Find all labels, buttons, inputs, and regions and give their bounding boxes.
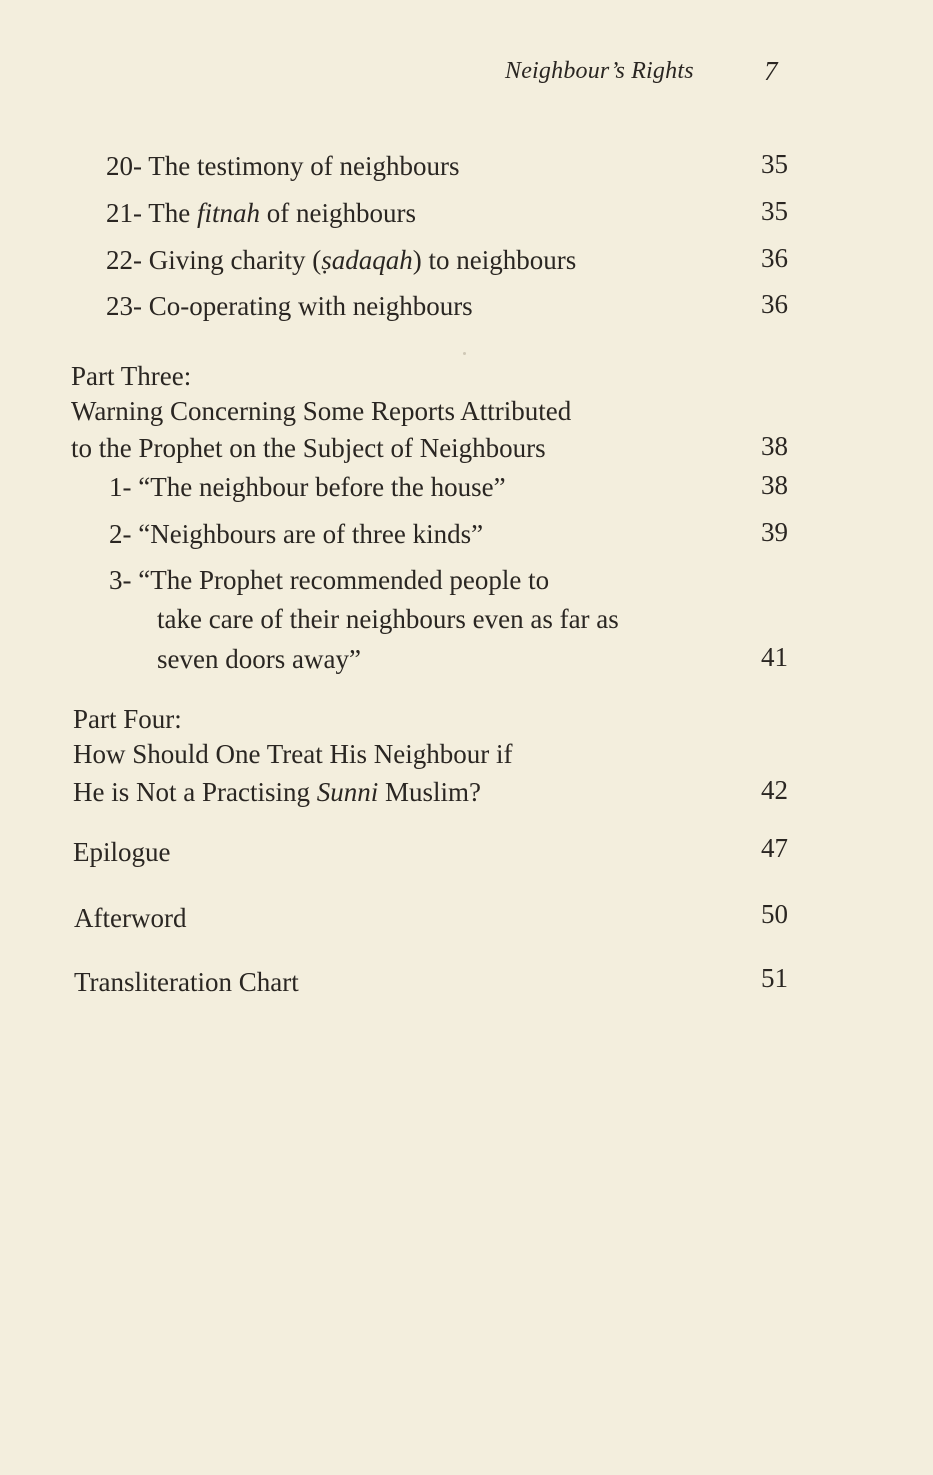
afterword-entry: Afterword [74, 903, 187, 933]
paper-speck [463, 352, 466, 355]
part-three-item-2: 2- “Neighbours are of three kinds” [109, 519, 484, 549]
toc-entry-label: 21- The [106, 198, 197, 228]
toc-page-number: 36 [761, 289, 788, 319]
part-three-item-1: 1- “The neighbour before the house” [109, 472, 506, 502]
toc-page-number: 39 [761, 517, 788, 547]
part-four-title-line2 [73, 776, 481, 808]
toc-entry-italic: fitnah [196, 198, 260, 228]
toc-page-number: 42 [761, 775, 788, 805]
toc-page-number: 50 [761, 899, 788, 929]
toc-entry-20 [106, 150, 459, 182]
toc-entry-23 [106, 290, 473, 322]
toc-entry-21 [106, 197, 416, 229]
part-four-label: Part Four: [73, 704, 182, 734]
part-three-title-line1: Warning Concerning Some Reports Attributed [71, 396, 572, 426]
toc-entry-label: 22- Giving charity ( [106, 245, 322, 275]
part-four-title-line1: How Should One Treat His Neighbour if [73, 739, 513, 769]
part-three-item-3-line1: 3- “The Prophet recommended people to [109, 565, 550, 595]
part-three-item-3-line3: seven doors away” [157, 644, 361, 674]
epilogue-entry: Epilogue [73, 837, 171, 867]
toc-entry-italic: Sunni [316, 777, 379, 807]
part-three-item-3-line2: take care of their neighbours even as far as [157, 604, 619, 634]
toc-entry-label: 23- Co-operating with neighbours [106, 291, 473, 321]
toc-page-number: 51 [761, 963, 788, 993]
toc-page-number: 38 [761, 470, 788, 500]
toc-page-number: 38 [761, 431, 788, 461]
toc-entry-label: He is Not a Practising [73, 777, 317, 807]
running-header-title: Neighbour’s Rights [505, 58, 694, 84]
toc-page-number: 47 [761, 833, 788, 863]
toc-page-number: 35 [761, 196, 788, 226]
toc-entry-italic: ṣadaqah [321, 245, 413, 275]
part-three-title-line2: to the Prophet on the Subject of Neighbours [71, 433, 546, 463]
transliteration-chart-entry: Transliteration Chart [74, 967, 299, 997]
toc-entry-label: 20- The testimony of neighbours [106, 151, 460, 181]
toc-entry-label: ) to neighbours [412, 245, 577, 275]
toc-entry-label: Muslim? [378, 777, 481, 807]
part-three-label: Part Three: [71, 361, 192, 391]
toc-entry-22 [106, 244, 576, 276]
toc-page-number: 36 [761, 243, 788, 273]
toc-page-number: 41 [761, 642, 788, 672]
page-number: 7 [764, 56, 778, 86]
toc-entry-label: of neighbours [260, 198, 416, 228]
toc-page-number: 35 [761, 149, 788, 179]
